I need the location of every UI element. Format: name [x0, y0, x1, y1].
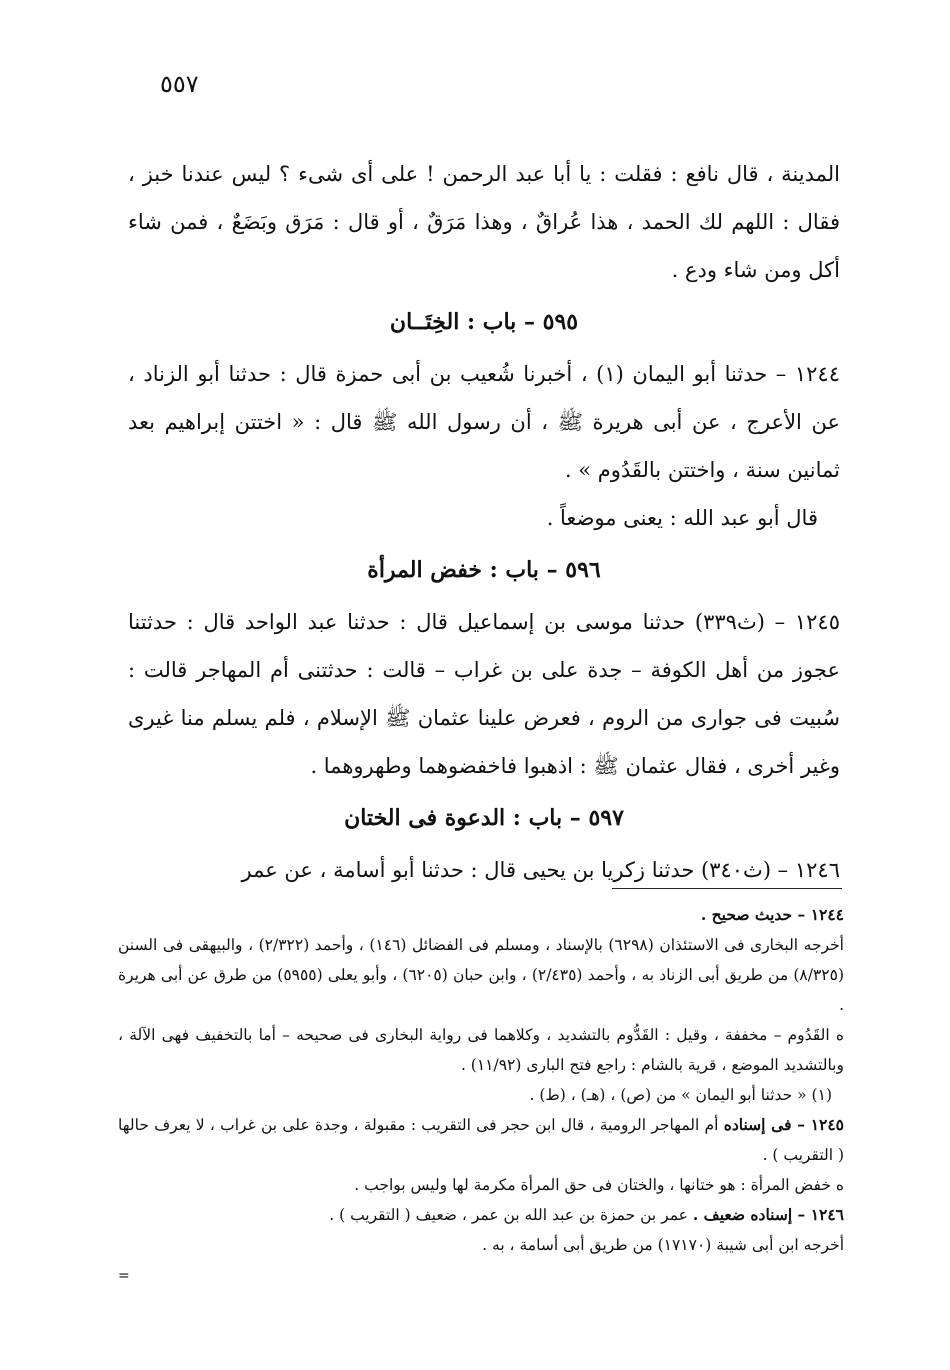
chapter-heading-596: ٥٩٦ – باب : خفض المرأة: [367, 557, 601, 583]
margin-marker: =: [118, 1268, 130, 1284]
chapter-heading-595: ٥٩٥ – باب : الخِتَــان: [389, 309, 579, 335]
footnote-1246-text: عمر بن حمزة بن عبد الله بن عمر ، ضعيف ( التقريب ) .: [329, 1206, 688, 1224]
footnote-1244-note: ه القَدُوم – مخففة ، وقيل : القَدُّوم بالتشديد ، وكلاهما فى رواية البخارى فى صحيحه – أما بالتخفيف فهى الآلة ، وبالتشديد الموضع ، قرية بالشام : راجع فتح البارى (١١/٩٢) .: [118, 1026, 844, 1074]
hadith-1244-comment: قال أبو عبد الله : يعنى موضعاً .: [546, 506, 818, 530]
hadith-1246: ١٢٤٦ – (ث٣٤٠) حدثنا زكريا بن يحيى قال : حدثنا أبو أسامة ، عن عمر: [241, 858, 840, 882]
hadith-1245: ١٢٤٥ – (ث٣٣٩) حدثنا موسى بن إسماعيل قال : حدثنا عبد الواحد قال : حدثتنا عجوز من أهل الكوفة – جدة على بن غراب – قالت : حدثتنى أم المهاجر قالت : سُبيت فى جوارى من الروم ، فعرض علينا عثمان ﷺ الإسلام ، فلم يسلم منا غيرى وغير أخرى ، فقال عثمان ﷺ : اذهبوا فاخفضوهما وطهروهما .: [128, 610, 840, 778]
footnote-1244-variant: (١) « حدثنا أبو اليمان » من (ص) ، (هـ) ، (ط) .: [529, 1086, 832, 1104]
footnote-1244-head: [118, 900, 844, 930]
footnote-1244-text: أخرجه البخارى فى الاستئذان (٦٢٩٨) بالإسناد ، ومسلم فى الفضائل (١٤٦) ، وأحمد (٢/٣٢٢) ، والبيهقى فى السنن (٨/٣٢٥) من طريق أبى الزناد به ، وأحمد (٢/٤٣٥) ، وابن حبان (٦٢٠٥) ، وأبو يعلى (٥٩٥٥) من طرق عن أبى هريرة .: [118, 936, 844, 1014]
main-text: [128, 150, 840, 894]
hadith-1244: ١٢٤٤ – حدثنا أبو اليمان (١) ، أخبرنا شُعيب بن أبى حمزة قال : حدثنا أبو الزناد ، عن الأعرج ، عن أبى هريرة ﷺ ، أن رسول الله ﷺ قال : « اختتن إبراهيم بعد ثمانين سنة ، واختتن بالقَدُوم » .: [128, 362, 841, 482]
footnote-1244-head-text: ١٢٤٤ – حديث صحيح .: [700, 905, 844, 924]
footnote-1245-head: ١٢٤٥ – فى إسناده: [723, 1115, 845, 1134]
footnotes: [118, 900, 844, 1260]
footnote-1246: [118, 1200, 844, 1230]
chapter-heading-597: ٥٩٧ – باب : الدعوة فى الختان: [344, 805, 624, 831]
paragraph-continuation: المدينة ، قال نافع : فقلت : يا أبا عبد الرحمن ! على أى شىء ؟ ليس عندنا خبز ، فقال : اللهم لك الحمد ، هذا عُراقٌ ، وهذا مَرَقٌ ، أو قال : مَرَق وبَضَعٌ ، فمن شاء أكل ومن شاء ودع .: [128, 162, 840, 282]
footnote-1245-text: أم المهاجر الرومية ، قال ابن حجر فى التقريب : مقبولة ، وجدة على بن غراب ، لا يعرف حالها ( التقريب ) .: [118, 1116, 844, 1164]
footnote-1246-head: ١٢٤٦ – إسناده ضعيف .: [692, 1205, 844, 1224]
footnote-1246-source: أخرجه ابن أبى شيبة (١٧١٧٠) من طريق أبى أسامة ، به .: [482, 1236, 844, 1254]
footnote-divider: [612, 888, 842, 889]
footnote-1245-note: ه خفض المرأة : هو ختانها ، والختان فى حق المرأة مكرمة لها وليس بواجب .: [354, 1176, 844, 1194]
footnote-1245: [118, 1110, 844, 1170]
page-number: ٥٥٧: [160, 70, 199, 98]
